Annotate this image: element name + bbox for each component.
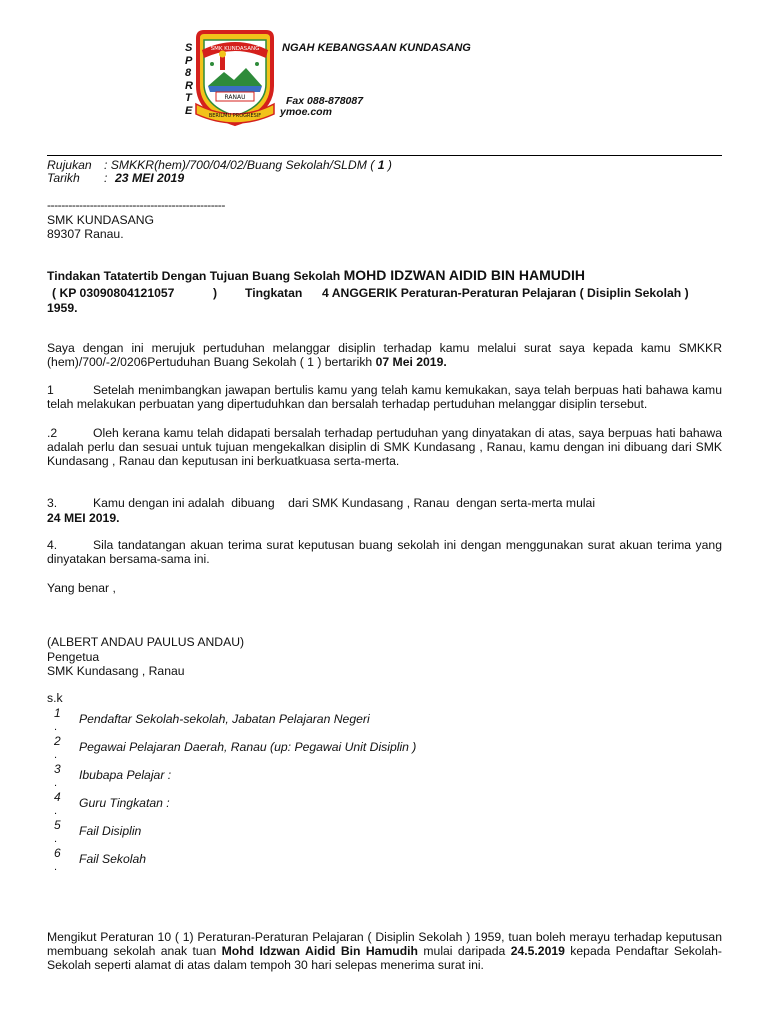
subject-prefix: Tindakan Tatatertib Dengan Tujuan Buang Sekolah: [47, 269, 344, 283]
para-2-text: Oleh kerana kamu telah didapati bersalah terhadap pertuduhan yang dinyatakan di atas, saya berpuas hati bahawa adalah perlu dan sesuai untuk tujuan mengekalkan disiplin di SMK Kundasang , Ranau, kamu dengan ini dibuang dari SMK Kundasang , Ranau dan keputusan ini berkuatkuasa serta-merta.: [47, 426, 722, 468]
vertical-letter: 8: [185, 67, 192, 79]
subject-line-3: 1959.: [47, 301, 78, 315]
tarikh-colon: :: [104, 171, 108, 185]
sk-item-number: 3: [54, 762, 61, 776]
vertical-letter: S: [185, 42, 193, 54]
logo-mid-ribbon-text: RANAU: [224, 94, 246, 101]
sk-item-number: 6: [54, 846, 61, 860]
logo-bottom-ribbon-text: BERILMU PROGRESIF: [208, 113, 262, 119]
subject-kp: ( KP 03090804121057: [52, 286, 175, 300]
sk-item-dot: .: [54, 805, 58, 817]
appeal-text-a: Mengikut Peraturan 10 ( 1) Peraturan-Peraturan Pelajaran ( Disiplin Sekolah ) 1959, tuan boleh merayu terhadap keputusan membuang sekolah anak tuan: [47, 930, 722, 958]
rujukan-number: 1: [377, 158, 385, 172]
appeal-paragraph: [47, 930, 722, 972]
sk-item-dot: .: [54, 833, 58, 845]
rujukan-row: [104, 158, 392, 172]
sk-item-number: 2: [54, 734, 61, 748]
signatory-title: Pengetua: [47, 650, 100, 664]
signatory-name: (ALBERT ANDAU PAULUS ANDAU): [47, 635, 245, 649]
sk-item-text: Fail Sekolah: [79, 852, 147, 866]
school-crest-logo: [190, 28, 280, 128]
para-1-text: Setelah menimbangkan jawapan bertulis kamu yang telah kamu kemukakan, saya telah berpuas hati bahawa kamu telah melakukan perbuatan yang dipertuduhkan dan bersalah terhadap pertuduhan melanggar disiplin tersebut.: [47, 383, 722, 411]
sk-item-number: 1: [54, 706, 61, 720]
logo-top-ribbon-text: SMK KUNDASANG: [210, 46, 260, 52]
intro-paragraph: [47, 341, 722, 369]
intro-date: 07 Mei 2019.: [375, 355, 447, 369]
sk-item-dot: .: [54, 749, 58, 761]
recipient-line-1: SMK KUNDASANG: [47, 213, 154, 227]
para-3-number: 3.: [47, 496, 58, 510]
sk-item-dot: .: [54, 861, 58, 873]
appeal-text-c: kepada Pendaftar Sekolah-Sekolah seperti alamat di atas dalam tempoh 30 hari selepas menerima surat ini.: [47, 944, 722, 972]
para-1-number: 1: [47, 383, 54, 397]
letterhead-divider: [47, 155, 722, 156]
vertical-letter: R: [185, 79, 193, 92]
para-4-number: 4.: [47, 538, 58, 552]
intro-text: Saya dengan ini merujuk pertuduhan melanggar disiplin terhadap kamu melalui surat saya kepada kamu SMKKR (hem)/700/-2/0206Pertuduhan Buang Sekolah ( 1 ) bertarikh: [47, 341, 722, 369]
subject-student-name: MOHD IDZWAN AIDID BIN HAMUDIH: [343, 267, 585, 283]
fax-fragment: Fax 088-878087: [286, 95, 364, 107]
subject-class: 4 ANGGERIK Peraturan-Peraturan Pelajaran ( Disiplin Sekolah ): [322, 286, 689, 300]
email-fragment: ymoe.com: [280, 106, 332, 118]
recipient-dashes: --------------------------------------------------: [47, 198, 225, 212]
sk-item-number: 4: [54, 790, 61, 804]
subject-line-1: [47, 268, 722, 284]
signatory-school: SMK Kundasang , Ranau: [47, 664, 185, 678]
school-name-fragment: NGAH KEBANGSAAN KUNDASANG: [282, 42, 471, 54]
sk-item-dot: .: [54, 721, 58, 733]
closing-salutation: Yang benar ,: [47, 581, 116, 595]
para-2-number: .2: [47, 426, 58, 440]
para-4-text: Sila tandatangan akuan terima surat keputusan buang sekolah ini dengan menggunakan surat akuan terima yang dinyatakan bersama-sama ini.: [47, 538, 722, 566]
sk-item-text: Pegawai Pelajaran Daerah, Ranau (up: Pegawai Unit Disiplin ): [79, 740, 417, 754]
appeal-date: 24.5.2019: [510, 944, 565, 958]
para-3-text: Kamu dengan ini adalah dibuang dari SMK Kundasang , Ranau dengan serta-merta mulai: [93, 496, 596, 510]
recipient-line-2: 89307 Ranau.: [47, 227, 124, 241]
rujukan-close: ): [387, 158, 392, 172]
appeal-text-b: mulai daripada: [418, 944, 511, 958]
sk-item-text: Pendaftar Sekolah-sekolah, Jabatan Pelajaran Negeri: [79, 712, 370, 726]
sk-item-number: 5: [54, 818, 61, 832]
rujukan-label: Rujukan: [47, 158, 92, 172]
tarikh-value: 23 MEI 2019: [115, 171, 185, 185]
vertical-letter: E: [185, 104, 193, 117]
appeal-student-name: Mohd Idzwan Aidid Bin Hamudih: [221, 944, 419, 958]
sk-item-text: Ibubapa Pelajar :: [79, 768, 172, 782]
sk-item-dot: .: [54, 777, 58, 789]
vertical-letter: P: [185, 54, 193, 67]
para-3-date: 24 MEI 2019.: [47, 511, 120, 525]
tarikh-label: Tarikh: [47, 171, 80, 185]
sk-item-text: Guru Tingkatan :: [79, 796, 170, 810]
sk-item-text: Fail Disiplin: [79, 824, 142, 838]
vertical-letter: T: [185, 92, 192, 104]
sk-label: s.k: [47, 691, 63, 705]
subject-kp-close: ): [213, 286, 218, 300]
rujukan-value: : SMKKR(hem)/700/04/02/Buang Sekolah/SLDM (: [104, 158, 375, 172]
subject-tingkatan-label: Tingkatan: [245, 286, 303, 300]
